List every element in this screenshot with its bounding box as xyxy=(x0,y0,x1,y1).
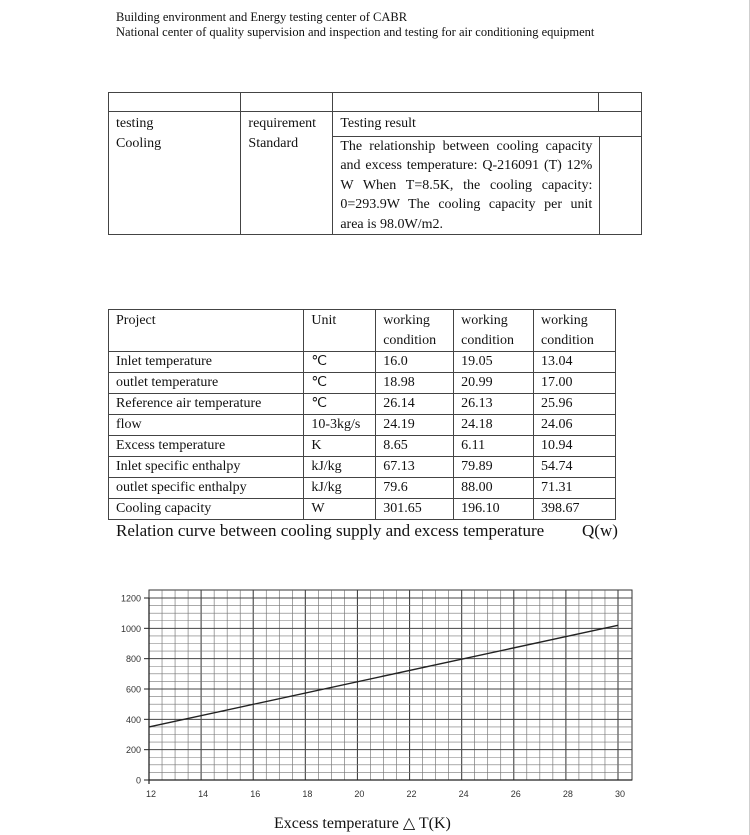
cell-testing: Cooling xyxy=(116,135,162,151)
testing-result-text: The relationship between cooling capacity and excess temperature: Q-216091 (T) 12% W When T=8.5K, the cooling capacity: 0=293.9W The cooling capacity per unit area is 98.0W/m2. xyxy=(333,137,600,235)
y-axis-label: Q(w) xyxy=(582,521,618,540)
table-row: outlet temperature ℃ 18.98 20.99 17.00 xyxy=(109,373,616,394)
y-tick-label: 1200 xyxy=(120,593,141,604)
x-tick-label: 24 xyxy=(458,789,469,799)
table-row: Inlet temperature ℃ 16.0 19.05 13.04 xyxy=(109,352,616,373)
table-row: outlet specific enthalpy kJ/kg 79.6 88.00 71.31 xyxy=(109,478,616,499)
col-testing-result: Testing result xyxy=(340,116,416,131)
y-tick-label: 800 xyxy=(125,654,141,665)
header-condition-2: working condition xyxy=(454,310,534,352)
header-project: Project xyxy=(109,310,304,352)
header-line-1: Building environment and Energy testing center of CABR xyxy=(116,10,408,24)
header-condition-1: working condition xyxy=(376,310,454,352)
x-tick-label: 30 xyxy=(614,789,626,799)
x-tick-label: 28 xyxy=(562,789,573,799)
table-row: flow 10-3kg/s 24.19 24.18 24.06 xyxy=(109,415,616,436)
y-tick-label: 400 xyxy=(125,714,141,725)
x-tick-label: 18 xyxy=(302,789,313,799)
x-tick-label: 22 xyxy=(406,789,417,799)
x-axis-title: Excess temperature △ T(K) xyxy=(274,815,451,832)
y-tick-label: 1000 xyxy=(120,623,141,634)
table-row: Inlet specific enthalpy kJ/kg 67.13 79.89 54.74 xyxy=(109,457,616,478)
plot-frame xyxy=(149,590,632,780)
y-tick-label: 600 xyxy=(125,684,141,695)
x-tick-label: 26 xyxy=(510,789,521,799)
table-row: Cooling capacity W 301.65 196.10 398.67 xyxy=(109,499,616,520)
col-testing: testing xyxy=(116,116,154,131)
header-unit: Unit xyxy=(304,310,376,352)
cell-requirement: Standard xyxy=(248,135,299,151)
chart-caption: Relation curve between cooling supply and excess temperature xyxy=(116,521,545,540)
y-tick-label: 0 xyxy=(135,775,141,786)
header-condition-3: working condition xyxy=(534,310,616,352)
x-tick-label: 16 xyxy=(250,789,261,799)
table-row: Reference air temperature ℃ 26.14 26.13 25.96 xyxy=(109,394,616,415)
x-tick-label: 14 xyxy=(198,789,209,799)
y-tick-label: 200 xyxy=(125,745,141,756)
x-tick-label: 20 xyxy=(354,789,365,799)
x-tick-label: 12 xyxy=(145,789,157,799)
table-row: Excess temperature K 8.65 6.11 10.94 xyxy=(109,436,616,457)
col-requirement: requirement xyxy=(248,116,317,131)
header-line-2: National center of quality supervision and inspection and testing for air conditioning equipment xyxy=(116,25,595,39)
